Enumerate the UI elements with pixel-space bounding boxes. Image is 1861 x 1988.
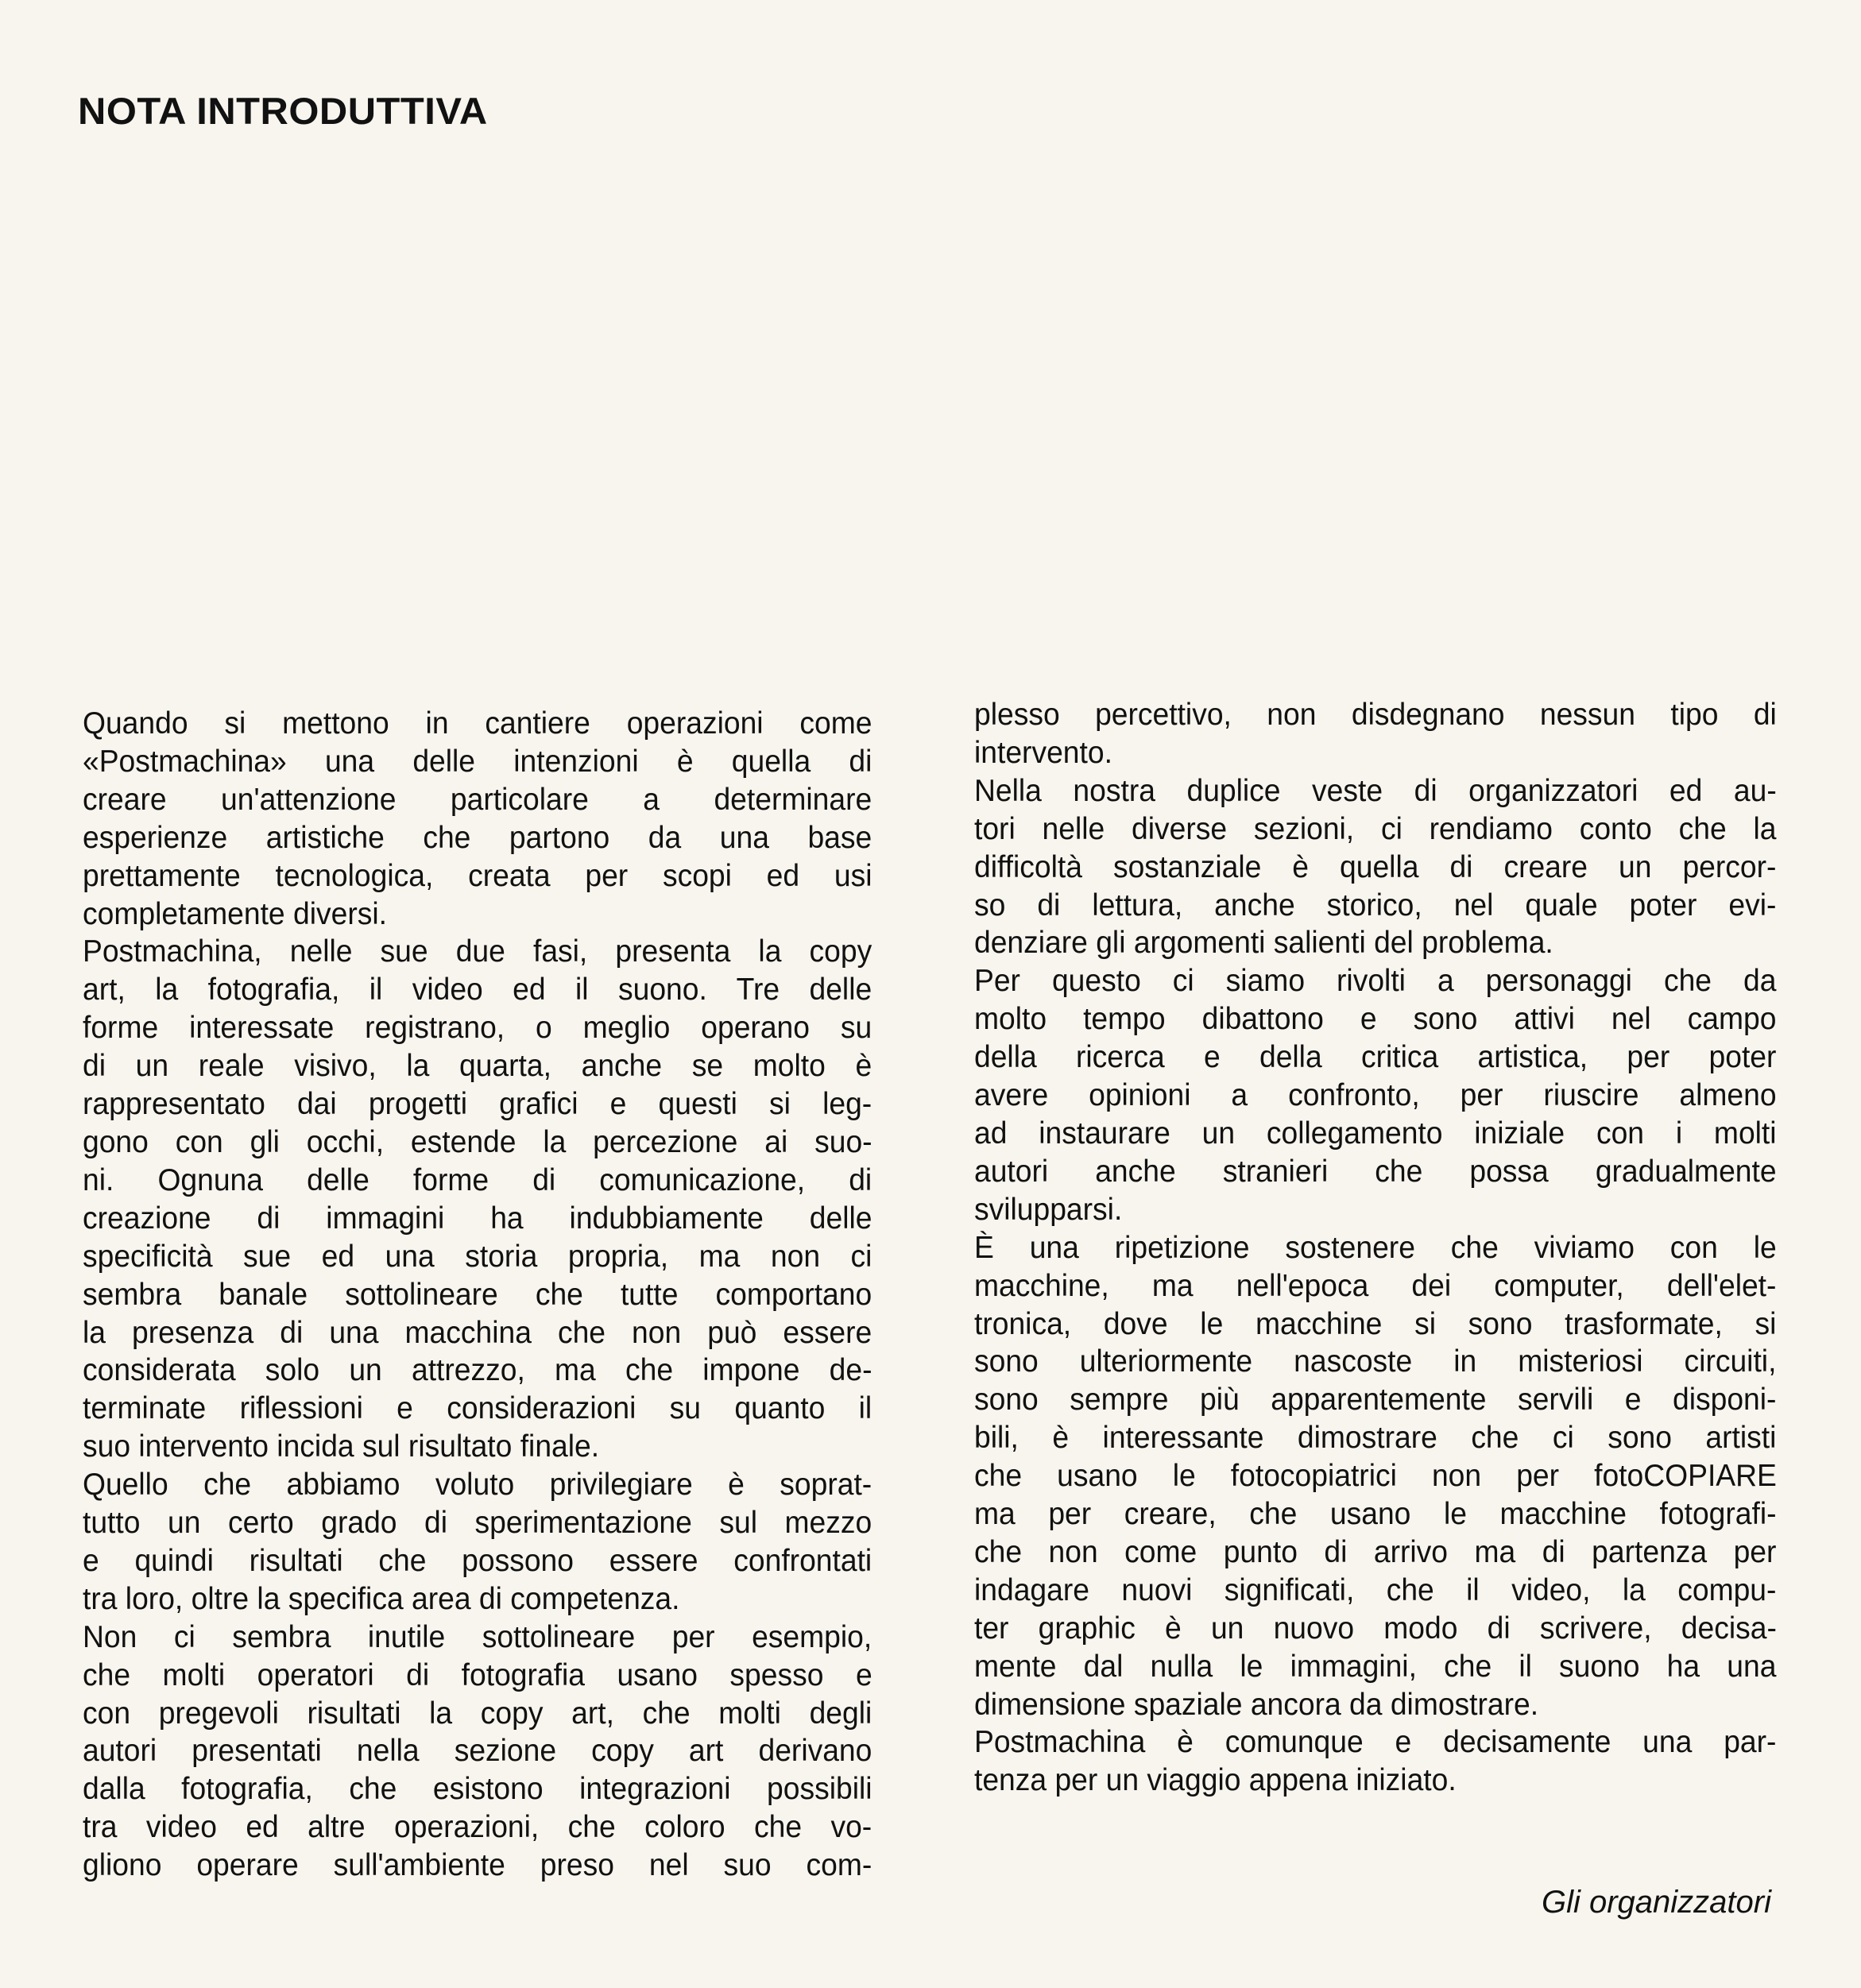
text-line: completamente diversi. (83, 896, 387, 931)
text-line: sembra banale sottolineare che tutte comportano (83, 1277, 872, 1312)
text-line: di un reale visivo, la quarta, anche se molto è (83, 1049, 872, 1084)
text-line: difficoltà sostanziale è quella di creare un percor- (974, 849, 1777, 884)
text-line: creazione di immagini ha indubbiamente delle (83, 1201, 872, 1236)
text-line: Postmachina è comunque e decisamente una par- (974, 1725, 1777, 1760)
text-line: denziare gli argomenti salienti del problema. (974, 926, 1553, 961)
text-line: «Postmachina» una delle intenzioni è quella di (83, 744, 872, 779)
text-line: ni. Ognuna delle forme di comunicazione, di (83, 1162, 872, 1197)
text-line: tenza per un viaggio appena iniziato. (974, 1763, 1457, 1798)
text-line: sono ulteriormente nascoste in misteriosi circuiti, (974, 1344, 1777, 1379)
text-line: autori anche stranieri che possa gradualmente (974, 1154, 1777, 1189)
text-line: ad instaurare un collegamento iniziale con i molti (974, 1116, 1777, 1151)
text-line: che molti operatori di fotografia usano spesso e (83, 1657, 872, 1692)
text-line: della ricerca e della critica artistica, per poter (974, 1040, 1777, 1075)
text-line: creare un'attenzione particolare a determinare (83, 782, 872, 817)
text-line: e quindi risultati che possono essere confrontati (83, 1543, 872, 1578)
text-line: molto tempo dibattono e sono attivi nel campo (974, 1002, 1777, 1037)
text-line: con pregevoli risultati la copy art, che molti degli (83, 1696, 872, 1731)
text-line: prettamente tecnologica, creata per scopi ed usi (83, 858, 872, 893)
text-line: rappresentato dai progetti grafici e questi si leg- (83, 1087, 872, 1122)
text-line: tutto un certo grado di sperimentazione sul mezzo (83, 1506, 872, 1541)
text-line: tra loro, oltre la specifica area di competenza. (83, 1581, 680, 1616)
left-text-column (83, 705, 872, 1885)
text-line: È una ripetizione sostenere che viviamo con le (974, 1230, 1777, 1265)
text-line: art, la fotografia, il video ed il suono. Tre delle (83, 973, 872, 1008)
text-line: che usano le fotocopiatrici non per fotoCOPIARE (974, 1459, 1777, 1494)
text-line: gono con gli occhi, estende la percezione ai suo- (83, 1124, 872, 1159)
right-text-column (974, 696, 1776, 1800)
text-line: suo intervento incida sul risultato finale. (83, 1429, 600, 1464)
text-line: macchine, ma nell'epoca dei computer, dell'elet- (974, 1268, 1777, 1303)
text-line: ma per creare, che usano le macchine fotografi- (974, 1497, 1777, 1532)
text-line: Quando si mettono in cantiere operazioni come (83, 706, 872, 741)
text-line: sono sempre più apparentemente servili e disponi- (974, 1383, 1777, 1418)
text-line: mente dal nulla le immagini, che il suono ha una (974, 1649, 1777, 1684)
text-line: Non ci sembra inutile sottolineare per esempio, (83, 1619, 872, 1654)
text-line: forme interessate registrano, o meglio operano su (83, 1011, 872, 1046)
text-line: la presenza di una macchina che non può essere (83, 1315, 872, 1350)
text-line: avere opinioni a confronto, per riuscire almeno (974, 1078, 1777, 1113)
text-line: plesso percettivo, non disdegnano nessun tipo di (974, 698, 1777, 732)
text-line: Per questo ci siamo rivolti a personaggi che da (974, 964, 1777, 999)
text-line: tronica, dove le macchine si sono trasformate, si (974, 1306, 1777, 1341)
page-title: NOTA INTRODUTTIVA (78, 90, 488, 132)
text-line: tori nelle diverse sezioni, ci rendiamo conto che la (974, 811, 1777, 846)
text-line: intervento. (974, 735, 1112, 770)
text-line: indagare nuovi significati, che il video, la compu- (974, 1572, 1777, 1607)
text-line: so di lettura, anche storico, nel quale poter evi- (974, 888, 1777, 922)
text-line: gliono operare sull'ambiente preso nel suo com- (83, 1848, 872, 1883)
text-line: dimensione spaziale ancora da dimostrare. (974, 1687, 1539, 1722)
text-line: specificità sue ed una storia propria, ma non ci (83, 1239, 872, 1274)
text-line: che non come punto di arrivo ma di partenza per (974, 1534, 1777, 1569)
text-line: Nella nostra duplice veste di organizzatori ed au- (974, 773, 1777, 808)
text-line: ter graphic è un nuovo modo di scrivere, decisa- (974, 1611, 1777, 1646)
text-line: dalla fotografia, che esistono integrazioni possibili (83, 1772, 872, 1807)
signature: Gli organizzatori (1541, 1885, 1771, 1920)
text-line: considerata solo un attrezzo, ma che impone de- (83, 1353, 872, 1388)
text-line: bili, è interessante dimostrare che ci sono artisti (974, 1421, 1777, 1456)
text-line: Postmachina, nelle sue due fasi, presenta la copy (83, 934, 872, 969)
text-line: autori presentati nella sezione copy art derivano (83, 1734, 872, 1769)
text-line: terminate riflessioni e considerazioni su quanto il (83, 1391, 872, 1426)
text-line: esperienze artistiche che partono da una base (83, 820, 872, 855)
text-line: svilupparsi. (974, 1192, 1123, 1227)
text-line: tra video ed altre operazioni, che coloro che vo- (83, 1810, 872, 1845)
text-line: Quello che abbiamo voluto privilegiare è soprat- (83, 1468, 872, 1503)
